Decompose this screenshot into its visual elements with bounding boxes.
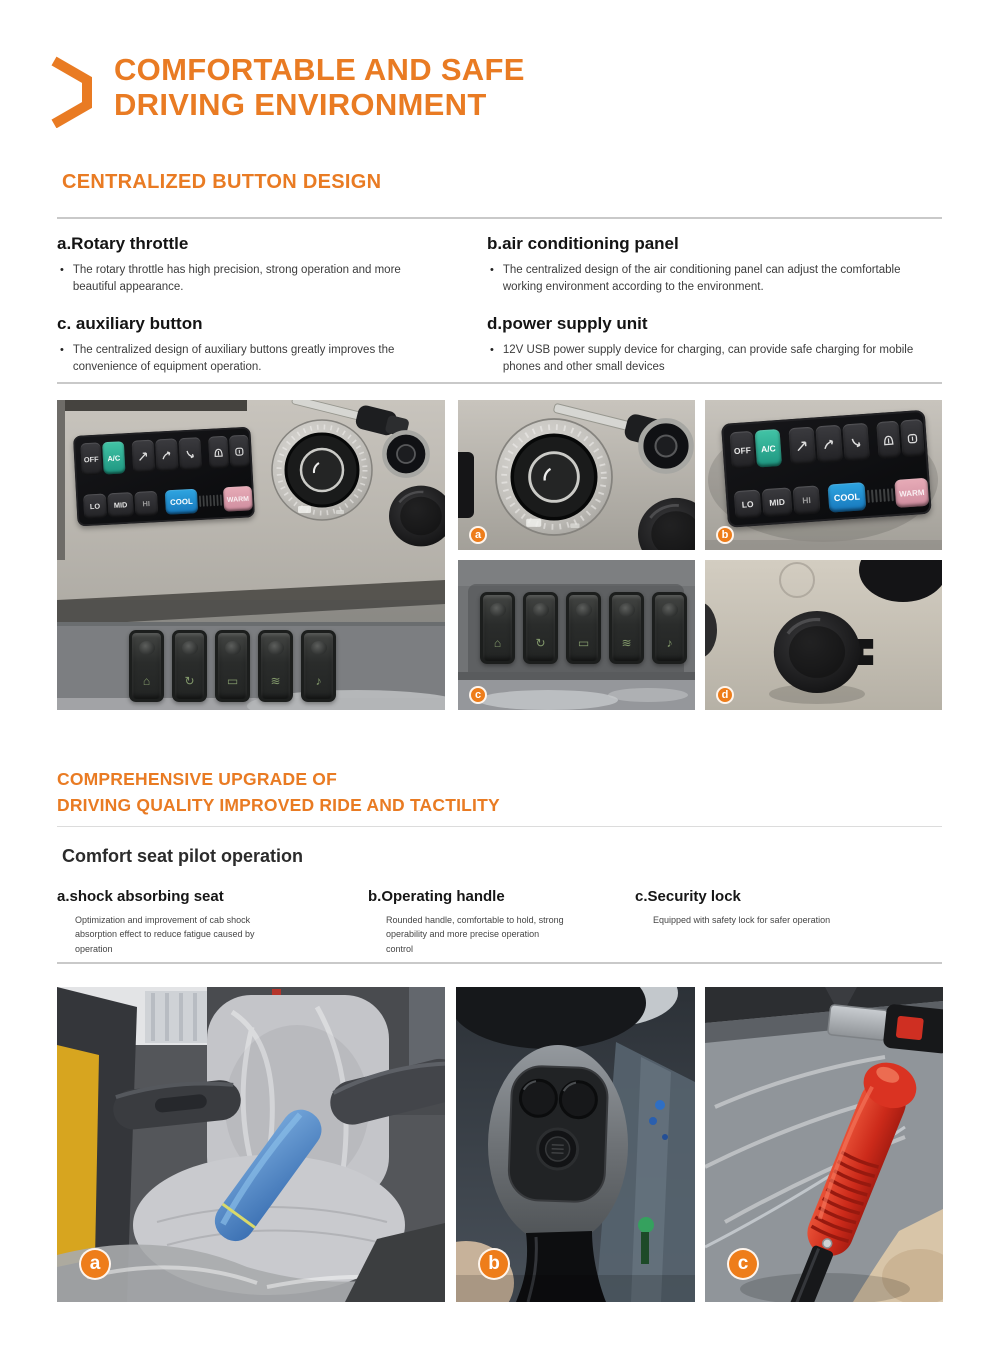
aux-switch — [301, 630, 336, 702]
feature-title: c. auxiliary button — [57, 313, 203, 333]
feature-security-lock — [635, 888, 925, 927]
vent-face-icon — [788, 427, 816, 466]
divider — [57, 382, 942, 384]
feature-title: c.Security lock — [635, 888, 741, 905]
section2-heading — [57, 766, 500, 819]
photo-label-c: c — [727, 1248, 759, 1280]
divider — [57, 962, 942, 964]
photo-label-c: c — [469, 686, 487, 704]
bullet-icon: • — [490, 264, 494, 276]
photo-aux-switches — [458, 560, 695, 710]
section1-feature-list — [57, 234, 942, 376]
fan-level-bars — [866, 480, 894, 510]
defrost-rear-icon — [229, 435, 250, 468]
vent-foot-icon — [842, 423, 870, 462]
temp-cool-button: COOL — [165, 489, 198, 515]
fan-lo-button: LO — [83, 494, 107, 520]
washer-icon: ≋ — [270, 674, 281, 688]
ac-ac-button: A/C — [102, 441, 125, 474]
aux-switch — [523, 592, 558, 664]
defrost-front-icon — [208, 436, 229, 469]
page-title-line2: DRIVING ENVIRONMENT — [114, 87, 487, 123]
feature-desc: The rotary throttle has high precision, strong operation and more beautiful appearance. — [72, 264, 401, 294]
feature-title: b.Operating handle — [368, 888, 505, 905]
feature-desc: The centralized design of the air conditioning panel can adjust the comfortable working environment according to the environment. — [502, 264, 901, 294]
work-lamp-icon: ⌂ — [142, 674, 151, 688]
wiper-icon: ↻ — [535, 636, 546, 650]
section2-heading-line1: COMPREHENSIVE UPGRADE OF — [57, 769, 337, 789]
temp-warm-button: WARM — [223, 486, 253, 512]
photo-rotary-throttle — [458, 400, 695, 550]
ac-off-button: OFF — [730, 431, 756, 470]
aux-switch — [566, 592, 601, 664]
feature-desc: The centralized design of auxiliary buttons greatly improves the convenience of equipment operation. — [72, 343, 395, 373]
feature-rotary-throttle — [57, 234, 487, 297]
section1-heading: CENTRALIZED BUTTON DESIGN — [62, 171, 382, 193]
page-title — [114, 52, 525, 122]
bullet-icon: • — [60, 264, 64, 276]
photo-label-b: b — [716, 526, 734, 544]
feature-shock-seat — [57, 888, 357, 956]
fan-hi-button: HI — [793, 485, 821, 515]
fan-level-bars — [199, 487, 223, 513]
temp-warm-button: WARM — [894, 478, 929, 508]
divider — [57, 826, 942, 827]
aux-switch — [652, 592, 687, 664]
feature-desc: Optimization and improvement of cab shock absorption effect to reduce fatigue caused by operation — [75, 915, 255, 954]
feature-power-supply — [487, 314, 942, 377]
ac-off-button: OFF — [80, 442, 102, 475]
ac-panel-large — [721, 410, 932, 528]
music-icon: ♪ — [666, 636, 673, 650]
aux-switch-row — [480, 592, 687, 664]
photo-label-d: d — [716, 686, 734, 704]
photo-power-socket — [705, 560, 942, 710]
ac-ac-button: A/C — [755, 429, 783, 468]
photo-security-lock — [705, 987, 943, 1302]
photo-console-overview — [57, 400, 445, 710]
feature-desc: Rounded handle, comfortable to hold, strong operability and more precise operation control — [386, 915, 564, 954]
work-lamp-icon: ⌂ — [493, 636, 502, 650]
bullet-icon: • — [490, 343, 494, 356]
aux-switch — [609, 592, 644, 664]
ac-panel-mini — [73, 427, 255, 527]
aux-switch — [480, 592, 515, 664]
washer-icon: ≋ — [621, 636, 632, 650]
divider — [57, 217, 942, 219]
photo-label-b: b — [478, 1248, 510, 1280]
photo-label-a: a — [79, 1248, 111, 1280]
temp-cool-button: COOL — [827, 482, 866, 513]
music-icon: ♪ — [315, 674, 322, 688]
photo-operating-handle — [456, 987, 695, 1302]
wiper-icon: ↻ — [184, 674, 195, 688]
feature-auxiliary-button — [57, 314, 487, 377]
feature-ac-panel — [487, 234, 942, 297]
feature-operating-handle — [368, 888, 628, 956]
feature-title: a.Rotary throttle — [57, 234, 189, 253]
bullet-icon: • — [60, 343, 64, 356]
feature-title: d.power supply unit — [487, 313, 648, 333]
photo-ac-panel — [705, 400, 942, 550]
defrost-rear-icon — [900, 419, 925, 457]
feature-title: a.shock absorbing seat — [57, 888, 224, 905]
window-icon: ▭ — [226, 674, 239, 688]
photo-seat — [57, 987, 445, 1302]
aux-switch — [215, 630, 250, 702]
aux-switch-row — [129, 630, 336, 702]
feature-desc: Equipped with safety lock for safer operation — [653, 915, 831, 925]
chevron-logo-icon — [50, 56, 94, 128]
fan-mid-button: MID — [107, 492, 133, 518]
window-icon: ▭ — [577, 636, 590, 650]
aux-switch — [172, 630, 207, 702]
fan-hi-button: HI — [134, 491, 158, 517]
vent-foot-icon — [179, 437, 202, 470]
aux-switch — [258, 630, 293, 702]
fan-mid-button: MID — [762, 487, 793, 517]
page-title-line1: COMFORTABLE AND SAFE — [114, 52, 525, 87]
photo-label-a: a — [469, 526, 487, 544]
defrost-front-icon — [876, 421, 901, 459]
vent-bilevel-icon — [815, 425, 843, 464]
fan-lo-button: LO — [734, 489, 762, 519]
feature-title: b.air conditioning panel — [487, 234, 679, 253]
feature-desc: 12V USB power supply device for charging, can provide safe charging for mobile phones and other small devices — [502, 343, 914, 373]
aux-switch — [129, 630, 164, 702]
vent-face-icon — [132, 440, 155, 473]
vent-bilevel-icon — [155, 438, 178, 471]
section2-heading-line2: DRIVING QUALITY IMPROVED RIDE AND TACTILITY — [57, 795, 500, 816]
section2-subheading: Comfort seat pilot operation — [62, 846, 304, 866]
